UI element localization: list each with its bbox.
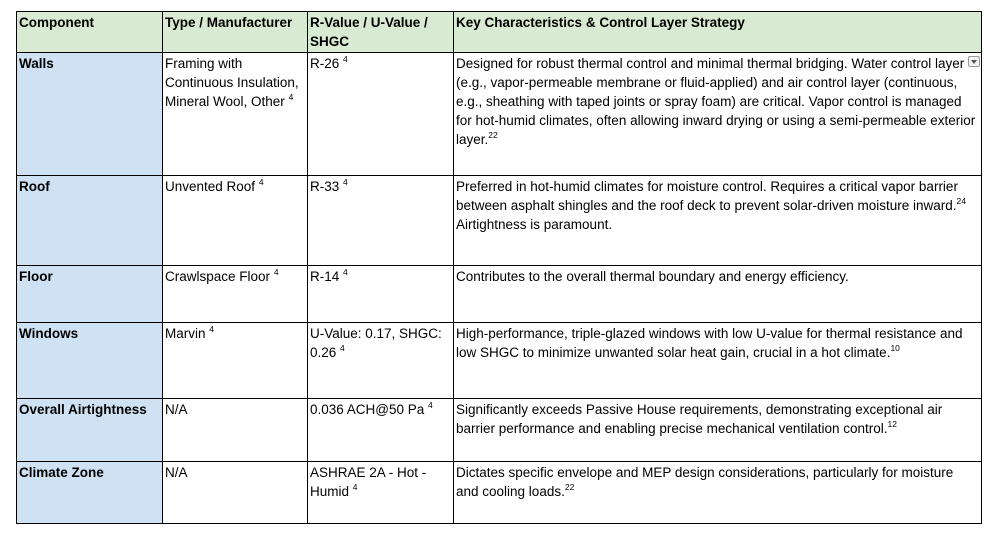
citation-ref: 22 xyxy=(488,130,498,140)
header-key-characteristics[interactable]: Key Characteristics & Control Layer Strategy xyxy=(454,12,982,53)
rvalue-text: R-14 xyxy=(310,269,340,284)
type-cell[interactable] xyxy=(163,53,308,176)
key-text-after: Airtightness is paramount. xyxy=(456,217,613,232)
rvalue-text: ASHRAE 2A - Hot - Humid xyxy=(310,465,427,499)
citation-ref: 4 xyxy=(209,324,215,334)
citation-ref: 4 xyxy=(343,177,348,187)
type-text: Framing with Continuous Insulation, Mineral Wool, Other xyxy=(165,56,299,109)
component-cell[interactable]: Overall Airtightness xyxy=(17,399,163,462)
table-row xyxy=(17,176,982,266)
rvalue-cell[interactable] xyxy=(308,399,454,462)
citation-ref: 4 xyxy=(258,177,264,187)
citation-ref: 4 xyxy=(340,343,345,353)
header-component[interactable]: Component xyxy=(17,12,163,53)
type-cell[interactable] xyxy=(163,323,308,399)
rvalue-cell[interactable] xyxy=(308,323,454,399)
citation-ref: 10 xyxy=(890,343,900,353)
key-cell-wrap xyxy=(456,54,979,149)
component-cell[interactable]: Windows xyxy=(17,323,163,399)
citation-ref: 12 xyxy=(887,419,897,429)
rvalue-cell[interactable] xyxy=(308,462,454,524)
type-text: Unvented Roof xyxy=(165,179,256,194)
component-cell[interactable]: Roof xyxy=(17,176,163,266)
header-type[interactable]: Type / Manufacturer xyxy=(163,12,308,53)
rvalue-cell[interactable] xyxy=(308,266,454,323)
key-cell[interactable] xyxy=(454,176,982,266)
rvalue-text: R-26 xyxy=(310,56,340,71)
citation-ref: 4 xyxy=(343,54,348,64)
component-cell[interactable]: Floor xyxy=(17,266,163,323)
key-text: Designed for robust thermal control and minimal thermal bridging. Water control layer (e.g., vapor-permeable membrane or fluid-applied) and air control layer (continuous, e.g., sheathing with taped joints or spray foam) are critical. Vapor control is managed for hot-humid climates, often allowing inward drying or using a semi-permeable exterior layer. xyxy=(456,56,976,147)
citation-ref: 4 xyxy=(343,267,348,277)
component-cell[interactable]: Walls xyxy=(17,53,163,176)
rvalue-cell[interactable] xyxy=(308,176,454,266)
citation-ref: 24 xyxy=(956,196,966,206)
key-text: Dictates specific envelope and MEP design considerations, particularly for moisture and cooling loads. xyxy=(456,465,954,499)
citation-ref: 4 xyxy=(273,267,279,277)
key-text: Preferred in hot-humid climates for moisture control. Requires a critical vapor barrier between asphalt shingles and the roof deck to prevent solar-driven moisture inward. xyxy=(456,179,958,213)
key-cell[interactable] xyxy=(454,462,982,524)
key-text: High-performance, triple-glazed windows with low U-value for thermal resistance and low SHGC to minimize unwanted solar heat gain, crucial in a hot climate. xyxy=(456,326,963,360)
citation-ref: 22 xyxy=(564,482,575,492)
table-row xyxy=(17,53,982,176)
type-cell[interactable] xyxy=(163,266,308,323)
citation-ref: 4 xyxy=(288,92,294,102)
table-row xyxy=(17,323,982,399)
key-cell[interactable]: Contributes to the overall thermal boundary and energy efficiency. xyxy=(454,266,982,323)
table-row xyxy=(17,462,982,524)
rvalue-text: R-33 xyxy=(310,179,340,194)
dropdown-arrow-icon[interactable] xyxy=(968,56,980,67)
header-rvalue[interactable]: R-Value / U-Value / SHGC xyxy=(308,12,454,53)
rvalue-text: 0.036 ACH@50 Pa xyxy=(310,402,425,417)
citation-ref: 4 xyxy=(352,482,358,492)
rvalue-text: U-Value: 0.17, SHGC: 0.26 xyxy=(310,326,442,360)
envelope-components-table xyxy=(16,11,982,524)
type-text: Crawlspace Floor xyxy=(165,269,271,284)
citation-ref: 4 xyxy=(428,400,433,410)
component-cell[interactable]: Climate Zone xyxy=(17,462,163,524)
table-row xyxy=(17,399,982,462)
key-text: Significantly exceeds Passive House requirements, demonstrating exceptional air barrier performance and enabling precise mechanical ventilation control. xyxy=(456,402,943,436)
key-cell[interactable] xyxy=(454,53,982,176)
key-cell[interactable] xyxy=(454,399,982,462)
type-text: Marvin xyxy=(165,326,206,341)
header-row xyxy=(17,12,982,53)
rvalue-cell[interactable] xyxy=(308,53,454,176)
key-cell[interactable] xyxy=(454,323,982,399)
type-cell[interactable]: N/A xyxy=(163,399,308,462)
type-cell[interactable]: N/A xyxy=(163,462,308,524)
type-cell[interactable] xyxy=(163,176,308,266)
table-row xyxy=(17,266,982,323)
